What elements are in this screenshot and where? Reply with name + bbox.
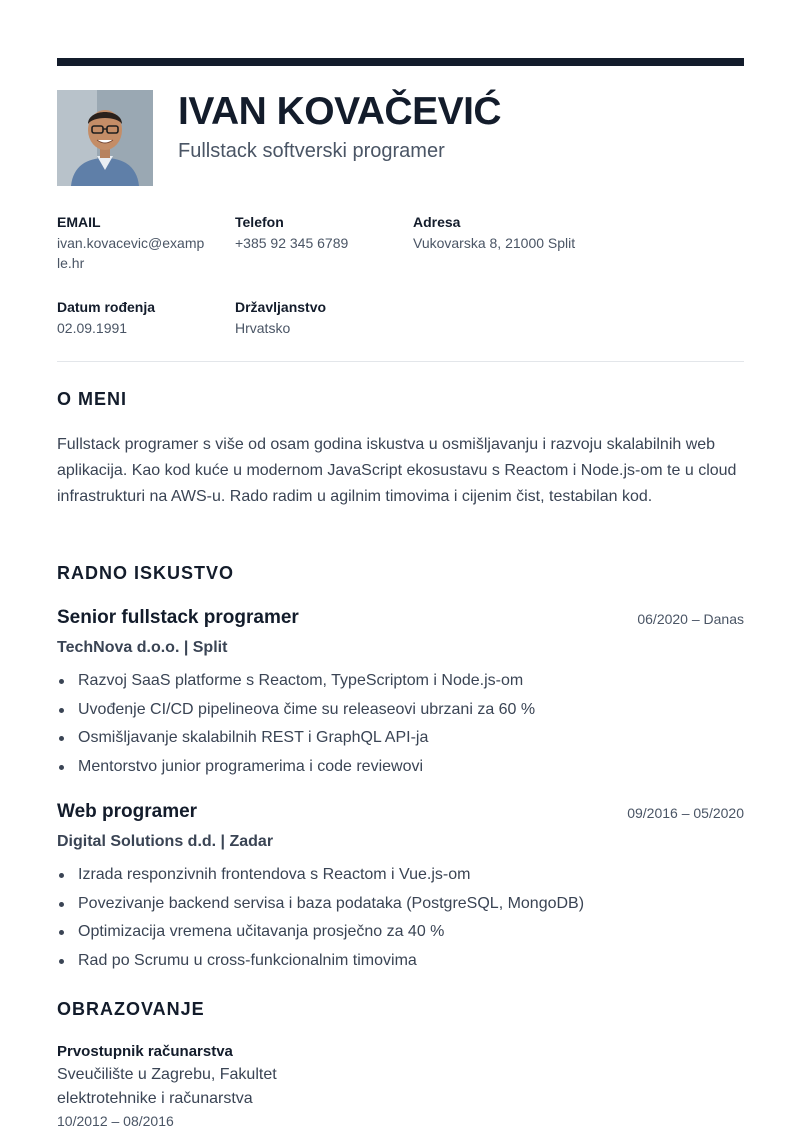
list-item: Uvođenje CI/CD pipelineova čime su releaseovi ubrzani za 60 % (57, 696, 744, 725)
contact-address (413, 213, 653, 253)
contact-email (57, 213, 222, 273)
avatar-icon (57, 90, 153, 186)
list-item: Optimizacija vremena učitavanja prosječno za 40 % (57, 918, 744, 947)
address-value: Vukovarska 8, 21000 Split (413, 235, 576, 251)
list-item: Rad po Scrumu u cross-funkcionalnim timovima (57, 947, 744, 976)
experience-heading: RADNO ISKUSTVO (57, 563, 235, 583)
education-dates: 10/2012 – 08/2016 (57, 1113, 174, 1129)
job-role: Web programer (57, 801, 198, 822)
list-item: Izrada responzivnih frontendova s Reactom i Vue.js-om (57, 861, 744, 890)
list-item: Povezivanje backend servisa i baza podataka (PostgreSQL, MongoDB) (57, 890, 744, 919)
job-dates: 06/2020 – Danas (637, 611, 744, 627)
contact-phone (235, 213, 400, 253)
candidate-title: Fullstack softverski programer (178, 140, 445, 162)
candidate-name: IVAN KOVAČEVIĆ (178, 90, 502, 133)
contact-label: Datum rođenja (57, 299, 156, 315)
contact-label: Državljanstvo (235, 299, 327, 315)
top-accent-bar (57, 58, 744, 66)
job-entry (57, 607, 744, 781)
list-item: Mentorstvo junior programerima i code reviewovi (57, 753, 744, 782)
list-item: Osmišljavanje skalabilnih REST i GraphQL API-ja (57, 724, 744, 753)
cv-header (57, 90, 744, 188)
job-header (57, 801, 744, 827)
profile-photo (57, 90, 153, 186)
email-value: ivan.kovacevic@example.hr (57, 235, 205, 271)
job-entry (57, 801, 744, 975)
job-company: Digital Solutions d.d. | Zadar (57, 833, 274, 850)
education-heading: OBRAZOVANJE (57, 999, 205, 1019)
job-bullets (57, 667, 744, 781)
list-item: Razvoj SaaS platforme s Reactom, TypeScriptom i Node.js-om (57, 667, 744, 696)
education-entry (57, 1042, 744, 1131)
about-heading: O MENI (57, 389, 128, 409)
job-role: Senior fullstack programer (57, 607, 299, 628)
phone-value: +385 92 345 6789 (235, 235, 349, 251)
contact-label: Adresa (413, 214, 461, 230)
contact-birthdate (57, 298, 222, 338)
contact-label: EMAIL (57, 214, 101, 230)
job-dates: 09/2016 – 05/2020 (627, 805, 744, 821)
education-school: Sveučilište u Zagrebu, Fakultet elektrotehnike i računarstva (57, 1066, 277, 1107)
about-text: Fullstack programer s više od osam godina iskustva u osmišljavanju i razvoju skalabilnih web aplikacija. Kao kod kuće u modernom JavaScript ekosustavu s Reactom i Node.js-om te u cloud infrastrukturi na AWS-u. Rado radim u agilnim timovima i cijenim čist, testabilan kod. (57, 436, 737, 505)
citizenship-value: Hrvatsko (235, 320, 291, 336)
birthdate-value: 02.09.1991 (57, 320, 128, 336)
job-bullets (57, 861, 744, 975)
job-company: TechNova d.o.o. | Split (57, 639, 228, 656)
contact-label: Telefon (235, 214, 284, 230)
section-divider (57, 361, 744, 362)
job-header (57, 607, 744, 633)
education-degree: Prvostupnik računarstva (57, 1043, 233, 1060)
contact-citizenship (235, 298, 400, 338)
